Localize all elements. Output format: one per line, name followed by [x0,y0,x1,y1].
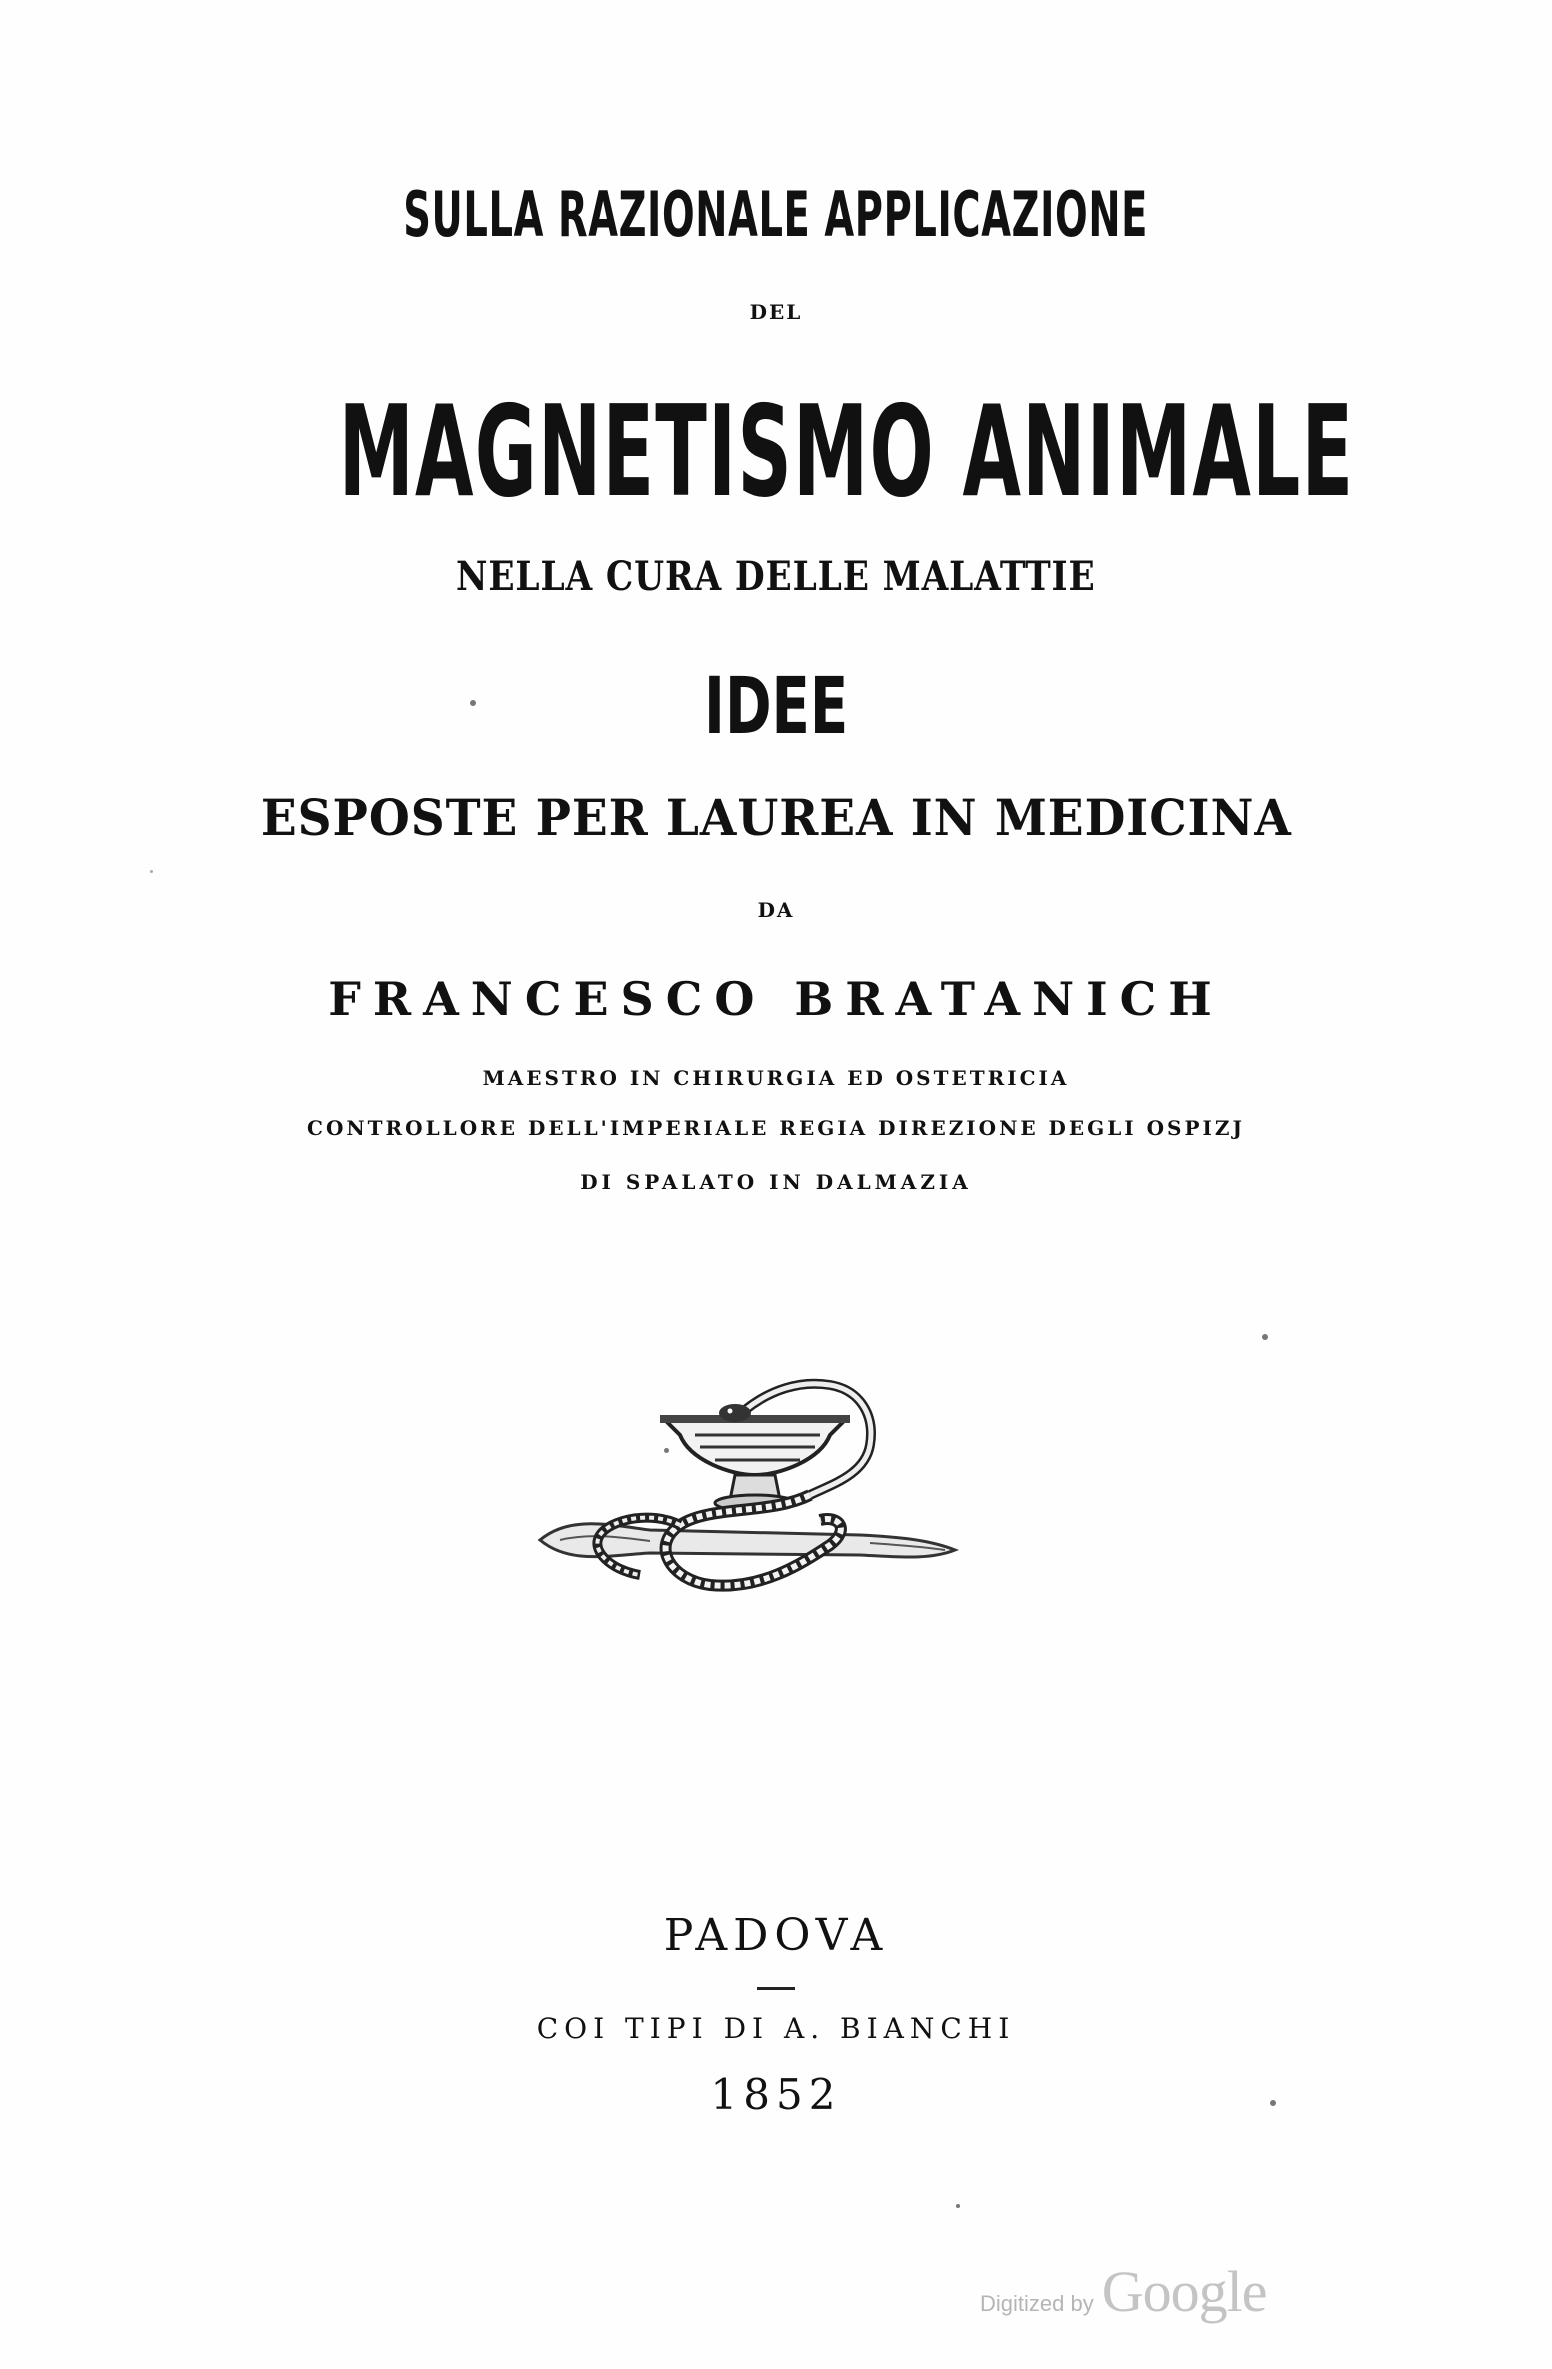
author-credential-3: DI SPALATO IN DALMAZIA [580,1170,972,1194]
scan-speck [150,870,153,873]
author-credential-1: MAESTRO IN CHIRURGIA ED OSTETRICIA [482,1066,1070,1090]
author-credential-2: CONTROLLORE DELL'IMPERIALE REGIA DIREZIONE DEGLI OSPIZJ [307,1116,1245,1140]
caduceus-bowl-icon [530,1375,960,1635]
scan-speck [956,2204,960,2208]
title-line-del: DEL [749,300,803,324]
scan-speck [1262,1334,1268,1340]
title-line-da: DA [757,898,795,922]
google-watermark [980,2258,1266,2338]
imprint-year: 1852 [710,2070,842,2119]
imprint-rule [757,1987,795,1990]
subtitle-laurea: ESPOSTE PER LAUREA IN MEDICINA [260,788,1292,847]
scan-speck [1270,2100,1276,2106]
scan-speck [470,700,476,706]
title-line-applicazione: SULLA RAZIONALE APPLICAZIONE [403,178,1149,251]
subtitle-cura: NELLA CURA DELLE MALATTIE [456,553,1096,600]
watermark-prefix: Digitized by [980,2291,1094,2316]
title-idee: IDEE [703,662,849,752]
google-logo: Google [1101,2259,1267,2324]
author-name: FRANCESCO BRATANICH [328,972,1224,1026]
imprint-city: PADOVA [663,1910,889,1961]
main-title: MAGNETISMO ANIMALE [338,378,1355,525]
scan-speck [664,1448,669,1453]
imprint-printer: COI TIPI DI A. BIANCHI [536,2012,1016,2045]
